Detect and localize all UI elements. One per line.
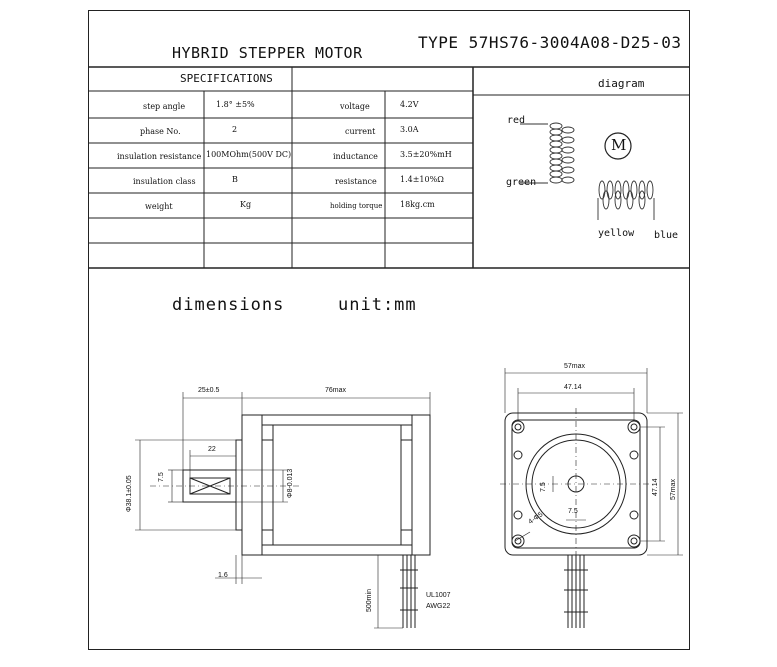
- spec-label: weight: [145, 202, 173, 211]
- spec-value: 100MOhm(500V DC): [206, 150, 292, 159]
- dim-1-6: 1.6: [218, 572, 228, 579]
- spec-label: holding torque: [330, 202, 383, 210]
- side-view: [135, 392, 430, 628]
- spec-value: B: [232, 175, 238, 184]
- spec-value: 2: [232, 125, 238, 134]
- spec-label: insulation class: [133, 177, 196, 186]
- dim-22: 22: [208, 446, 216, 453]
- dim-57-top: 57max: [564, 363, 586, 370]
- spec-value: 18kg.cm: [400, 200, 435, 209]
- motor-type: TYPE 57HS76-3004A08-D25-03: [418, 33, 682, 52]
- specifications-heading: SPECIFICATIONS: [180, 72, 273, 85]
- dim-57-side: 57max: [670, 478, 677, 500]
- motor-title: HYBRID STEPPER MOTOR: [172, 44, 363, 62]
- spec-label: step angle: [143, 102, 186, 111]
- spec-value: 4.2V: [400, 100, 419, 109]
- wire-label-blue: blue: [654, 230, 679, 241]
- dim-7-5-front-a: 7.5: [540, 482, 547, 492]
- motor-symbol-label: M: [611, 136, 627, 154]
- spec-value: 3.0A: [400, 125, 419, 134]
- dim-76: 76max: [325, 387, 347, 394]
- spec-value: Kg: [240, 200, 252, 209]
- dim-25: 25±0.5: [198, 387, 220, 394]
- spec-label: voltage: [340, 102, 370, 111]
- dim-7-5-side: 7.5: [158, 472, 165, 482]
- unit-label: unit:mm: [338, 295, 417, 315]
- spec-label: insulation resistance: [117, 152, 202, 161]
- dim-47-14-top: 47.14: [564, 384, 582, 391]
- dim-hole: 4-Φ5: [527, 511, 545, 526]
- dimensions-heading: dimensions: [172, 295, 285, 315]
- spec-label: phase No.: [140, 127, 181, 136]
- coil-yellow-blue: [598, 181, 654, 220]
- coil-red-green: [520, 123, 574, 183]
- spec-label: inductance: [333, 152, 378, 161]
- dim-500: 500min: [366, 589, 373, 612]
- spec-value: 1.8° ±5%: [216, 100, 255, 109]
- spec-value: 3.5±20%mH: [400, 150, 452, 159]
- front-view: [500, 368, 683, 628]
- spec-value: 1.4±10%Ω: [400, 175, 444, 184]
- spec-label: current: [345, 127, 376, 136]
- wire-label-yellow: yellow: [598, 228, 635, 239]
- wire-spec-awg: AWG22: [426, 603, 451, 610]
- dim-7-5-front-b: 7.5: [568, 508, 578, 515]
- wire-spec-ul: UL1007: [426, 592, 451, 599]
- dim-8: Φ8-0.013: [287, 468, 294, 498]
- dim-47-14-side: 47.14: [652, 478, 659, 496]
- wire-label-green: green: [506, 177, 537, 188]
- spec-label: resistance: [335, 177, 377, 186]
- dim-38: Φ38.1±0.05: [126, 475, 133, 512]
- diagram-heading: diagram: [598, 77, 645, 90]
- wire-label-red: red: [507, 115, 526, 126]
